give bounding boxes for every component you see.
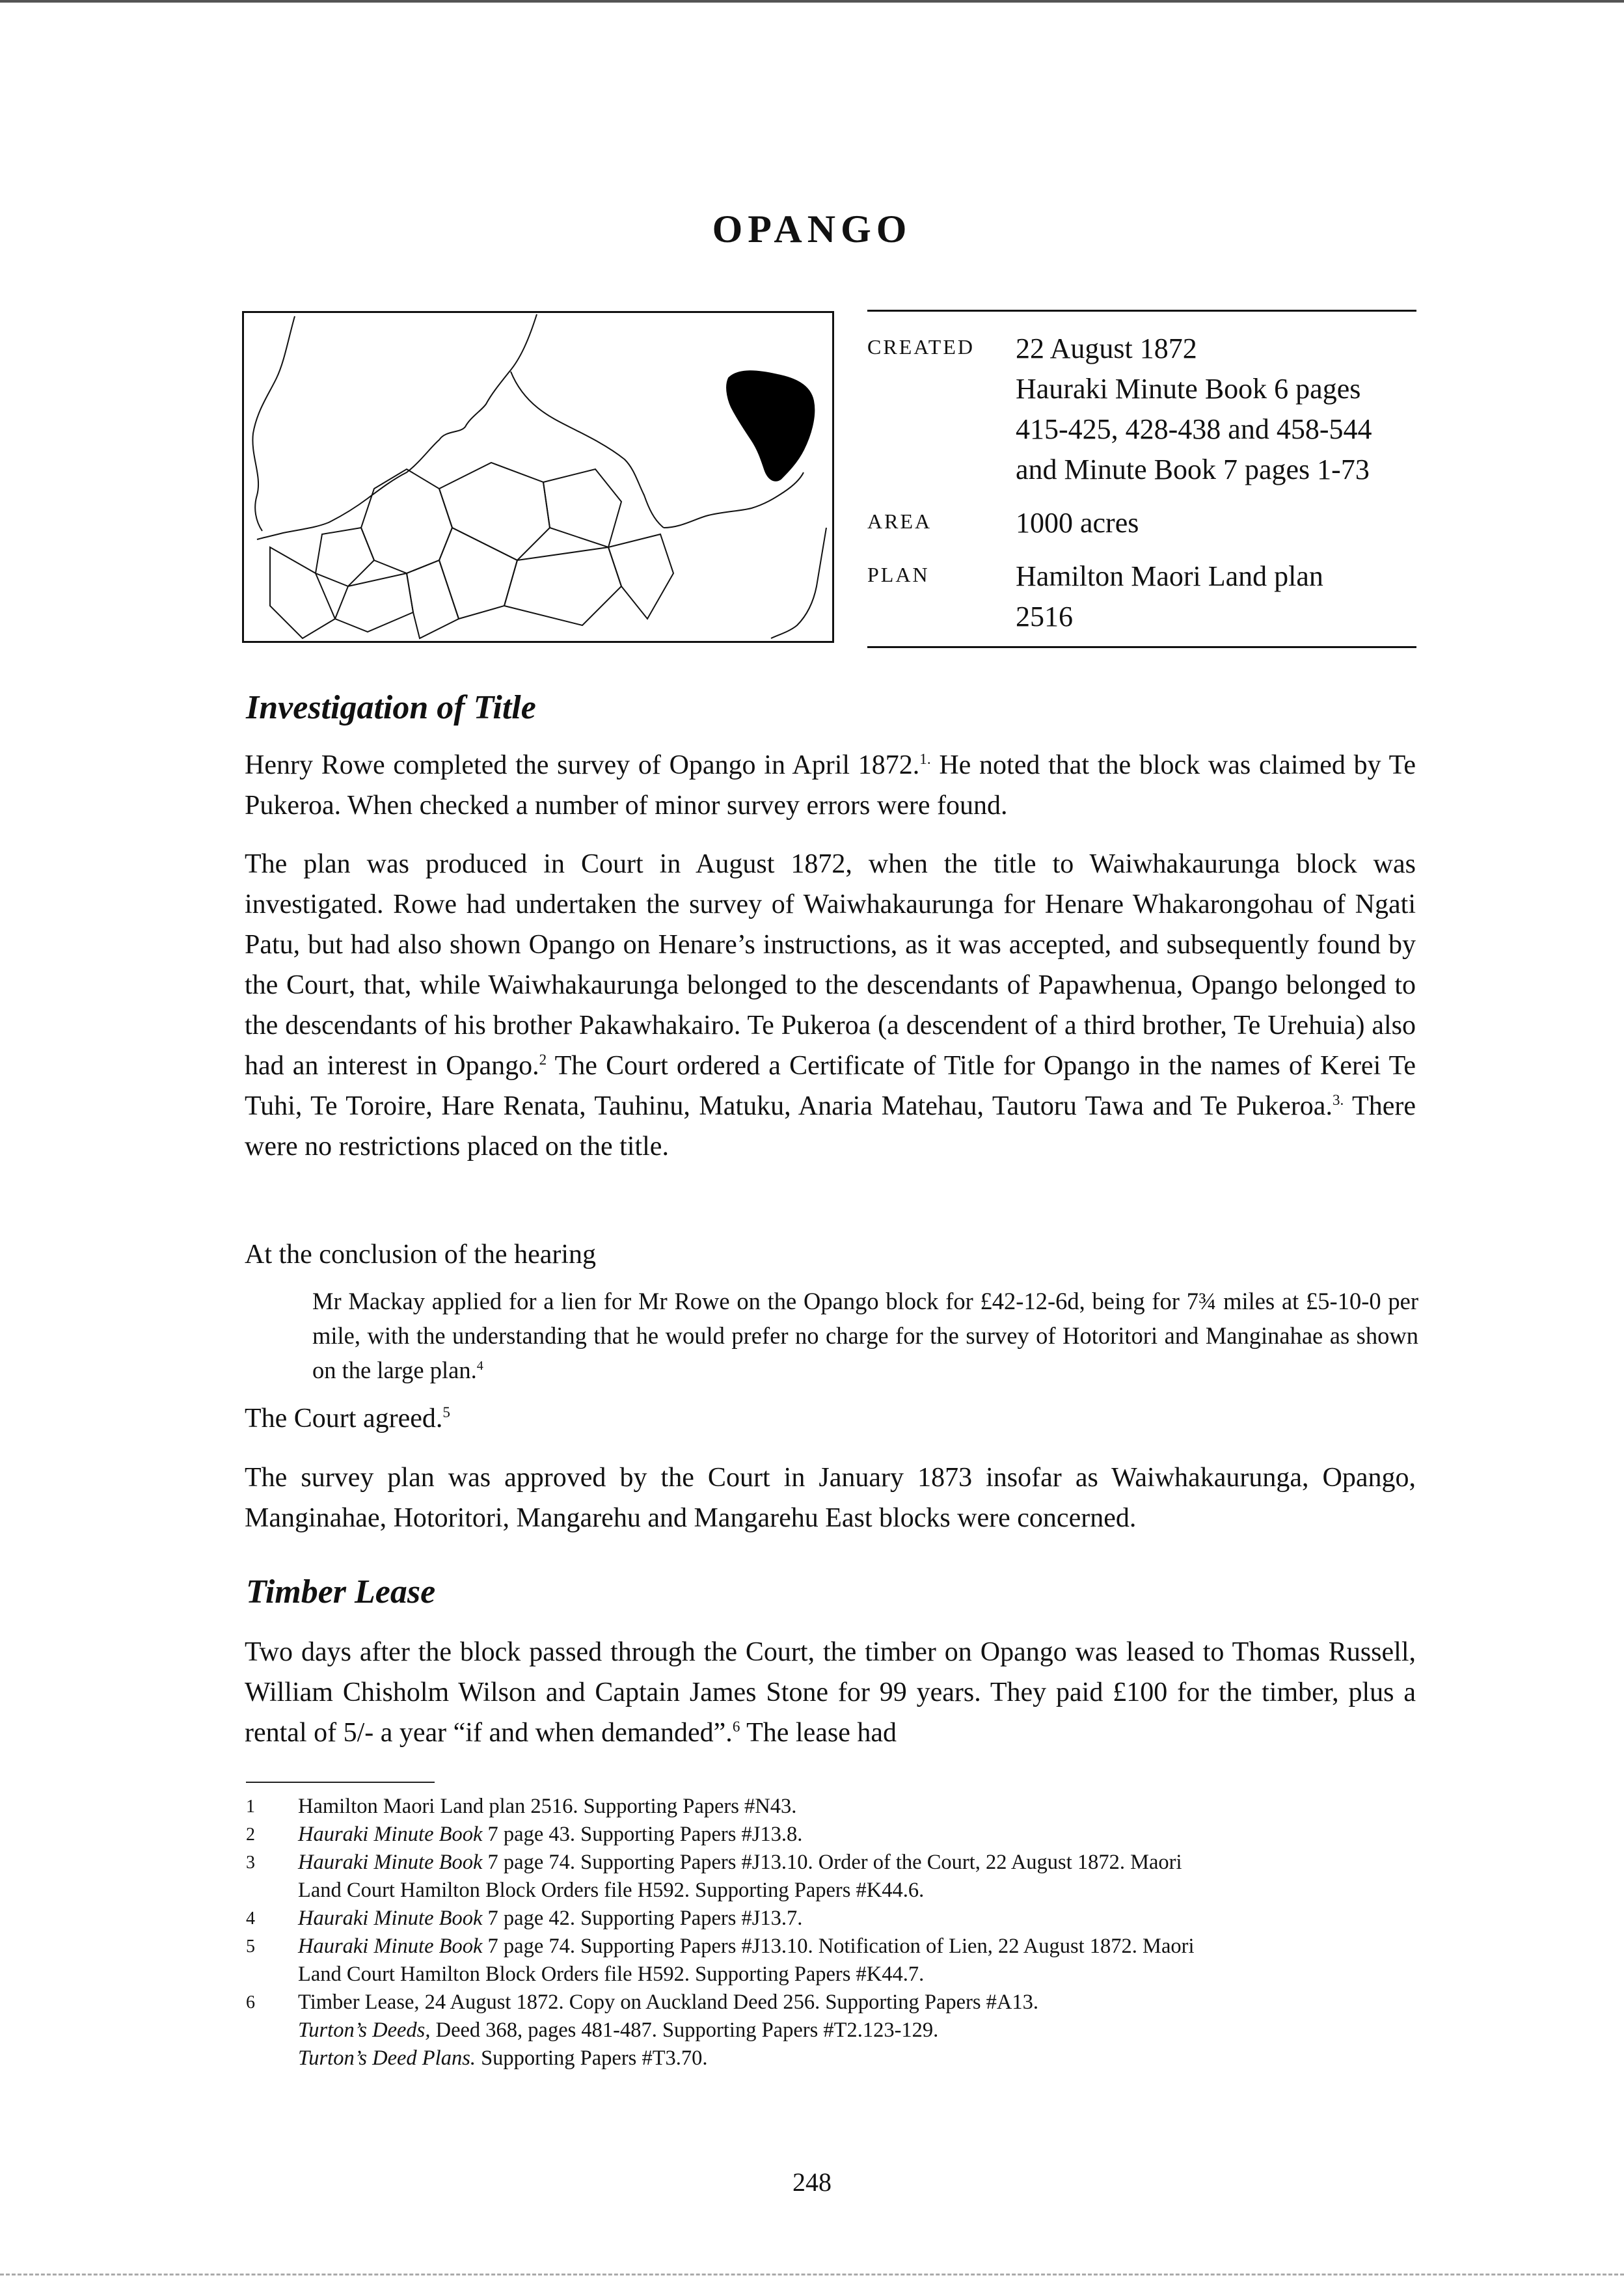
block-boundary-g: [335, 573, 413, 632]
block-boundary-f: [316, 528, 374, 586]
map-drawing: [244, 313, 832, 641]
created-label: CREATED: [867, 335, 975, 359]
footnote-text: Land Court Hamilton Block Orders file H592. Supporting Papers #K44.7.: [298, 1963, 925, 1986]
southern-coastline: [771, 528, 826, 638]
area-label: AREA: [867, 509, 932, 533]
footnote: [246, 1989, 1430, 2072]
footnote-divider: [246, 1782, 435, 1783]
footnote: [246, 1933, 1430, 1989]
paragraph-text: Two days after the block passed through the Court, the timber on Opango was leased to Thomas Russell, William Chisholm Wilson and Captain James Stone for 99 years. They paid £100 for the timber, plus a rental of 5/- a year “if and when demanded”.: [245, 1637, 1416, 1748]
paragraph-approval: The survey plan was approved by the Court in January 1873 insofar as Waiwhakaurunga, Opango, Manginahae, Hotoritori, Mangarehu and Mangarehu East blocks were concerned.: [245, 1463, 1416, 1533]
footnote-text: 7 page 42. Supporting Papers #J13.7.: [482, 1907, 803, 1930]
investigation-heading: Investigation of Title: [246, 689, 536, 726]
created-value: [1016, 329, 1416, 490]
block-boundary-a: [361, 469, 452, 573]
footnote-title: Turton’s Deeds,: [298, 2018, 431, 2042]
block-boundary-d: [439, 528, 517, 619]
block-quote: [312, 1284, 1418, 1387]
block-boundary-b: [439, 463, 550, 560]
footnote-line: [298, 1905, 1430, 1933]
block-boundary-e: [504, 547, 621, 625]
footnote-line: [298, 1933, 1430, 1961]
plan-label: PLAN: [867, 563, 930, 586]
footnote: [246, 1849, 1430, 1905]
area-value: 1000 acres: [1016, 507, 1139, 539]
ridge-line: [511, 372, 664, 528]
footnote-ref: 6: [732, 1718, 740, 1735]
footnote-line: [298, 1849, 1430, 1877]
footnote-title: Turton’s Deed Plans.: [298, 2046, 476, 2070]
created-line: Hauraki Minute Book 6 pages: [1016, 373, 1361, 405]
quote-text: Mr Mackay applied for a lien for Mr Rowe on the Opango block for £42-12-6d, being for 7¾ miles at £5-10-0 per mile, with the understanding that he would prefer no charge for the survey of Hotoritori and Manginahae as shown on the large plan.: [312, 1288, 1418, 1383]
footnote-number: 3: [246, 1853, 255, 1873]
created-row: [867, 329, 1416, 490]
created-line: 22 August 1872: [1016, 333, 1197, 364]
paragraph-court: [245, 844, 1416, 1167]
footnote-line: [298, 1989, 1430, 2017]
footnote-line: [298, 2017, 1430, 2044]
page-number: 248: [792, 2167, 832, 2197]
created-line: 415-425, 428-438 and 458-544: [1016, 413, 1372, 445]
footnote-line: [298, 1961, 1430, 1989]
footnote-ref: 2: [539, 1051, 547, 1068]
footnote-text: 7 page 74. Supporting Papers #J13.10. Notification of Lien, 22 August 1872. Maori: [482, 1935, 1195, 1958]
bottom-border-line: [0, 2274, 1624, 2275]
paragraph-text: He noted that the block was claimed by Te Pukeroa. When checked a number of minor survey errors were found.: [245, 750, 1416, 821]
paragraph-agreed: [245, 1398, 1416, 1439]
footnote-number: 5: [246, 1936, 255, 1957]
footnote: [246, 1793, 1430, 1821]
block-boundary-c: [543, 469, 621, 547]
footnote-number: 6: [246, 1992, 255, 2013]
location-map: [242, 311, 834, 643]
footnote-title: Hauraki Minute Book: [298, 1851, 483, 1874]
western-coastline: [252, 316, 295, 531]
plan-row: [867, 556, 1416, 637]
paragraph-text: The Court agreed.: [245, 1404, 443, 1433]
eastern-coastline: [664, 472, 804, 528]
footnote-text: Supporting Papers #T3.70.: [475, 2046, 708, 2070]
footnote: [246, 1821, 1430, 1849]
page-title: OPANGO: [712, 208, 912, 251]
footnote-line: [298, 2044, 1430, 2072]
footnote-title: Hauraki Minute Book: [298, 1907, 483, 1930]
paragraph-hearing: At the conclusion of the hearing: [245, 1240, 597, 1270]
area-row: [867, 503, 1416, 543]
footnote-ref: 5: [442, 1404, 450, 1420]
plan-line: 2516: [1016, 601, 1073, 632]
footnote-text: Hamilton Maori Land plan 2516. Supporting Papers #N43.: [298, 1795, 797, 1818]
opango-block-shape: [727, 371, 814, 480]
paragraph-survey: [245, 745, 1416, 826]
block-boundary-i: [608, 534, 673, 619]
footnote-ref: 3.: [1332, 1091, 1344, 1108]
paragraph-text: The Court ordered a Certificate of Title for Opango in the names of Kerei Te Tuhi, Te Toroire, Hare Renata, Tauhinu, Matuku, Anaria Matehau, Tautoru Tawa and Te Pukeroa.: [245, 1051, 1416, 1121]
block-info-table: [867, 310, 1416, 648]
footnote-text: Land Court Hamilton Block Orders file H592. Supporting Papers #K44.6.: [298, 1879, 925, 1902]
footnote-line: [298, 1793, 1430, 1821]
footnote: [246, 1905, 1430, 1933]
paragraph-text: Henry Rowe completed the survey of Opango in April 1872.: [245, 750, 920, 780]
footnote-title: Hauraki Minute Book: [298, 1935, 483, 1958]
footnote-line: [298, 1821, 1430, 1849]
plan-line: Hamilton Maori Land plan: [1016, 560, 1323, 592]
block-boundary-j: [270, 547, 335, 638]
footnote-number: 1: [246, 1797, 255, 1817]
footnote-title: Hauraki Minute Book: [298, 1823, 483, 1846]
footnote-ref: 4: [476, 1358, 483, 1373]
top-border-line: [0, 0, 1624, 3]
footnote-number: 2: [246, 1825, 255, 1845]
plan-value: [1016, 556, 1416, 637]
footnote-text: Timber Lease, 24 August 1872. Copy on Auckland Deed 256. Supporting Papers #A13.: [298, 1990, 1039, 2014]
paragraph-text: There were no restrictions placed on the title.: [245, 1091, 1416, 1161]
footnotes: [246, 1793, 1430, 2072]
northern-coastline: [257, 314, 537, 539]
footnote-ref: 1.: [919, 750, 931, 767]
footnote-text: 7 page 43. Supporting Papers #J13.8.: [482, 1823, 803, 1846]
paragraph-text: The plan was produced in Court in August 1872, when the title to Waiwhakaurunga block was investigated. Rowe had undertaken the survey of Waiwhakaurunga for Henare Whakarongohau of Ngati Patu, but had also shown Opango on Henare’s instructions, as it was accepted, and subsequently found by the Court, that, while Waiwhakaurunga belonged to the descendants of Papawhenua, Opango belonged to the descendants of his brother Pakawhakairo. Te Pukeroa (a descendent of a third brother, Te Urehuia) also had an interest in Opango.: [245, 849, 1416, 1081]
created-line: and Minute Book 7 pages 1-73: [1016, 454, 1370, 485]
footnote-text: Deed 368, pages 481-487. Supporting Papers #T2.123-129.: [430, 2018, 939, 2042]
paragraph-text: The lease had: [740, 1718, 897, 1748]
footnote-text: 7 page 74. Supporting Papers #J13.10. Order of the Court, 22 August 1872. Maori: [482, 1851, 1182, 1874]
timber-heading: Timber Lease: [246, 1573, 436, 1610]
footnote-line: [298, 1877, 1430, 1905]
block-boundary-h: [407, 560, 459, 638]
footnote-number: 4: [246, 1908, 255, 1929]
paragraph-lease: [245, 1632, 1416, 1753]
